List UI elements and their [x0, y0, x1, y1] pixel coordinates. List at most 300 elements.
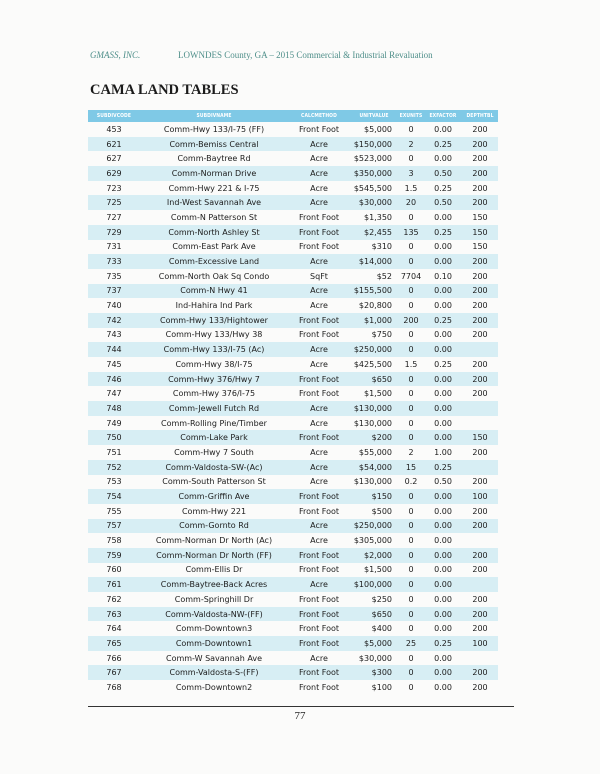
cell-calcmethod: Acre — [288, 533, 350, 548]
cell-exunits: 0.2 — [398, 475, 424, 490]
cell-subdivcode: 727 — [88, 210, 140, 225]
cell-calcmethod: Acre — [288, 577, 350, 592]
cell-exfactor: 0.00 — [424, 430, 462, 445]
cell-calcmethod: Front Foot — [288, 636, 350, 651]
cell-depthtbl: 200 — [462, 665, 498, 680]
cell-exfactor: 0.00 — [424, 621, 462, 636]
cell-subdivcode: 745 — [88, 357, 140, 372]
cell-calcmethod: Acre — [288, 357, 350, 372]
cell-exfactor: 0.50 — [424, 166, 462, 181]
cell-exunits: 200 — [398, 313, 424, 328]
cell-exunits: 0 — [398, 577, 424, 592]
cell-exunits: 0 — [398, 254, 424, 269]
table-row — [88, 445, 498, 460]
table-row — [88, 401, 498, 416]
cell-subdivname: Comm-Bemiss Central — [140, 137, 288, 152]
cell-subdivcode: 729 — [88, 225, 140, 240]
cell-depthtbl — [462, 342, 498, 357]
page-number: 77 — [294, 710, 306, 722]
cell-depthtbl: 200 — [462, 504, 498, 519]
table-row — [88, 225, 498, 240]
cell-calcmethod: Front Foot — [288, 592, 350, 607]
cell-exunits: 1.5 — [398, 181, 424, 196]
cell-depthtbl: 100 — [462, 489, 498, 504]
cell-exfactor: 0.00 — [424, 519, 462, 534]
cell-unitvalue: $1,500 — [350, 563, 398, 578]
column-header-exfactor: EXFACTOR — [424, 110, 462, 122]
cell-exunits: 0 — [398, 430, 424, 445]
cell-unitvalue: $1,350 — [350, 210, 398, 225]
cell-exfactor: 0.25 — [424, 137, 462, 152]
cell-depthtbl: 200 — [462, 195, 498, 210]
column-header-calcmethod: CALCMETHOD — [288, 110, 350, 122]
cell-calcmethod: Acre — [288, 651, 350, 666]
cell-exunits: 0 — [398, 519, 424, 534]
table-row — [88, 357, 498, 372]
cell-exunits: 0 — [398, 607, 424, 622]
cell-exunits: 0 — [398, 284, 424, 299]
table-row — [88, 151, 498, 166]
cell-exunits: 0 — [398, 386, 424, 401]
cell-exfactor: 0.00 — [424, 151, 462, 166]
cell-subdivcode: 737 — [88, 284, 140, 299]
column-header-exunits: EXUNITS — [398, 110, 424, 122]
table-row — [88, 328, 498, 343]
cell-subdivcode: 453 — [88, 122, 140, 137]
cell-unitvalue: $150 — [350, 489, 398, 504]
cell-calcmethod: Front Foot — [288, 313, 350, 328]
table-row — [88, 284, 498, 299]
cell-exunits: 135 — [398, 225, 424, 240]
cell-unitvalue: $130,000 — [350, 416, 398, 431]
cell-exfactor: 0.00 — [424, 548, 462, 563]
cell-subdivcode: 744 — [88, 342, 140, 357]
cell-unitvalue: $14,000 — [350, 254, 398, 269]
cell-calcmethod: Acre — [288, 342, 350, 357]
cell-depthtbl: 200 — [462, 386, 498, 401]
cell-unitvalue: $20,800 — [350, 298, 398, 313]
cell-calcmethod: Front Foot — [288, 563, 350, 578]
cell-subdivname: Comm-N Patterson St — [140, 210, 288, 225]
cell-depthtbl: 150 — [462, 430, 498, 445]
cell-subdivname: Comm-Baytree Rd — [140, 151, 288, 166]
cell-calcmethod: Acre — [288, 416, 350, 431]
table-row — [88, 621, 498, 636]
table-row — [88, 254, 498, 269]
cell-exunits: 0 — [398, 416, 424, 431]
cell-subdivname: Comm-Springhill Dr — [140, 592, 288, 607]
cell-depthtbl: 200 — [462, 563, 498, 578]
cell-depthtbl — [462, 651, 498, 666]
cell-subdivcode: 723 — [88, 181, 140, 196]
cell-depthtbl: 200 — [462, 254, 498, 269]
cell-exunits: 2 — [398, 137, 424, 152]
cell-unitvalue: $750 — [350, 328, 398, 343]
table-row — [88, 577, 498, 592]
cell-exfactor: 0.00 — [424, 401, 462, 416]
table-row — [88, 548, 498, 563]
cell-unitvalue: $305,000 — [350, 533, 398, 548]
cell-subdivname: Comm-Hwy 376/I-75 — [140, 386, 288, 401]
cell-unitvalue: $1,000 — [350, 313, 398, 328]
table-row — [88, 342, 498, 357]
cell-calcmethod: Front Foot — [288, 240, 350, 255]
cell-calcmethod: Front Foot — [288, 548, 350, 563]
cell-exfactor: 0.00 — [424, 372, 462, 387]
cell-exfactor: 0.00 — [424, 298, 462, 313]
cell-exfactor: 0.50 — [424, 475, 462, 490]
cell-exunits: 0 — [398, 504, 424, 519]
cell-calcmethod: Acre — [288, 254, 350, 269]
column-header-depthtbl: DEPTHTBL — [462, 110, 498, 122]
cell-subdivcode: 751 — [88, 445, 140, 460]
cell-calcmethod: Front Foot — [288, 386, 350, 401]
table-row — [88, 372, 498, 387]
cell-subdivname: Comm-North Ashley St — [140, 225, 288, 240]
cell-exfactor: 0.00 — [424, 122, 462, 137]
cell-calcmethod: Acre — [288, 166, 350, 181]
cell-exunits: 0 — [398, 592, 424, 607]
cell-exunits: 0 — [398, 210, 424, 225]
cell-subdivcode: 750 — [88, 430, 140, 445]
column-header-unitvalue: UNITVALUE — [350, 110, 398, 122]
cell-subdivname: Comm-Ellis Dr — [140, 563, 288, 578]
cell-exfactor: 0.25 — [424, 225, 462, 240]
cell-subdivname: Comm-Lake Park — [140, 430, 288, 445]
cell-exfactor: 0.00 — [424, 284, 462, 299]
cell-depthtbl — [462, 416, 498, 431]
cell-subdivcode: 765 — [88, 636, 140, 651]
cell-subdivcode: 752 — [88, 460, 140, 475]
column-header-subdivname: SUBDIVNAME — [140, 110, 288, 122]
cell-depthtbl: 200 — [462, 298, 498, 313]
table-row — [88, 504, 498, 519]
cell-exunits: 0 — [398, 372, 424, 387]
table-row — [88, 166, 498, 181]
cell-subdivname: Ind-Hahira Ind Park — [140, 298, 288, 313]
running-header — [90, 50, 530, 64]
cell-exunits: 0 — [398, 151, 424, 166]
cell-depthtbl: 200 — [462, 621, 498, 636]
cell-subdivcode: 760 — [88, 563, 140, 578]
cell-subdivname: Comm-W Savannah Ave — [140, 651, 288, 666]
cell-subdivname: Comm-Hwy 133/I-75 (FF) — [140, 122, 288, 137]
cell-exfactor: 0.00 — [424, 504, 462, 519]
cell-subdivcode: 768 — [88, 680, 140, 695]
cell-calcmethod: Front Foot — [288, 122, 350, 137]
cell-depthtbl: 200 — [462, 313, 498, 328]
cell-subdivname: Comm-Hwy 38/I-75 — [140, 357, 288, 372]
cell-subdivname: Comm-Valdosta-NW-(FF) — [140, 607, 288, 622]
cell-depthtbl — [462, 577, 498, 592]
cell-calcmethod: Acre — [288, 460, 350, 475]
cell-subdivcode: 755 — [88, 504, 140, 519]
cell-subdivname: Comm-South Patterson St — [140, 475, 288, 490]
cell-subdivname: Comm-Rolling Pine/Timber — [140, 416, 288, 431]
table-row — [88, 181, 498, 196]
cell-calcmethod: Front Foot — [288, 430, 350, 445]
cell-calcmethod: Front Foot — [288, 680, 350, 695]
cell-exfactor: 0.00 — [424, 386, 462, 401]
table-row — [88, 519, 498, 534]
cell-subdivcode: 757 — [88, 519, 140, 534]
cell-subdivname: Comm-Valdosta-SW-(Ac) — [140, 460, 288, 475]
cell-subdivcode: 733 — [88, 254, 140, 269]
table-row — [88, 533, 498, 548]
cell-subdivcode: 767 — [88, 665, 140, 680]
cell-calcmethod: Acre — [288, 284, 350, 299]
cell-calcmethod: Front Foot — [288, 225, 350, 240]
cell-subdivcode: 740 — [88, 298, 140, 313]
cell-subdivname: Comm-North Oak Sq Condo — [140, 269, 288, 284]
cell-depthtbl: 200 — [462, 166, 498, 181]
cell-depthtbl: 200 — [462, 122, 498, 137]
cell-unitvalue: $350,000 — [350, 166, 398, 181]
cell-depthtbl — [462, 401, 498, 416]
cell-depthtbl: 200 — [462, 137, 498, 152]
cell-subdivname: Comm-Valdosta-S-(FF) — [140, 665, 288, 680]
cell-unitvalue: $250,000 — [350, 519, 398, 534]
cell-depthtbl: 200 — [462, 372, 498, 387]
table-row — [88, 137, 498, 152]
cell-exunits: 0 — [398, 548, 424, 563]
cell-exfactor: 0.00 — [424, 416, 462, 431]
cell-exunits: 0 — [398, 298, 424, 313]
cell-subdivname: Comm-Downtown3 — [140, 621, 288, 636]
cell-subdivname: Comm-Downtown2 — [140, 680, 288, 695]
cell-exfactor: 0.50 — [424, 195, 462, 210]
cell-calcmethod: Acre — [288, 181, 350, 196]
cell-exunits: 20 — [398, 195, 424, 210]
cell-subdivcode: 725 — [88, 195, 140, 210]
cell-depthtbl: 200 — [462, 548, 498, 563]
cell-unitvalue: $1,500 — [350, 386, 398, 401]
cell-exfactor: 0.00 — [424, 254, 462, 269]
cell-subdivcode: 759 — [88, 548, 140, 563]
cell-unitvalue: $500 — [350, 504, 398, 519]
table-row — [88, 636, 498, 651]
table-row — [88, 607, 498, 622]
cell-exunits: 0 — [398, 342, 424, 357]
table-row — [88, 298, 498, 313]
table-row — [88, 122, 498, 137]
cell-unitvalue: $650 — [350, 607, 398, 622]
cell-depthtbl: 200 — [462, 445, 498, 460]
cell-subdivname: Comm-Hwy 133/Hightower — [140, 313, 288, 328]
cell-exfactor: 0.00 — [424, 342, 462, 357]
cell-calcmethod: Front Foot — [288, 210, 350, 225]
cell-exunits: 7704 — [398, 269, 424, 284]
cell-subdivname: Comm-East Park Ave — [140, 240, 288, 255]
table-row — [88, 195, 498, 210]
cell-exunits: 0 — [398, 489, 424, 504]
cell-calcmethod: Acre — [288, 195, 350, 210]
cell-calcmethod: Front Foot — [288, 665, 350, 680]
cell-depthtbl — [462, 533, 498, 548]
cell-exfactor: 0.00 — [424, 651, 462, 666]
land-table — [88, 110, 498, 695]
cell-exfactor: 0.00 — [424, 607, 462, 622]
cell-depthtbl: 150 — [462, 210, 498, 225]
cell-depthtbl: 200 — [462, 151, 498, 166]
cell-unitvalue: $250,000 — [350, 342, 398, 357]
cell-exunits: 2 — [398, 445, 424, 460]
cell-subdivname: Comm-Hwy 7 South — [140, 445, 288, 460]
cell-exfactor: 0.00 — [424, 489, 462, 504]
cell-depthtbl: 200 — [462, 284, 498, 299]
table-row — [88, 665, 498, 680]
table-row — [88, 240, 498, 255]
cell-depthtbl — [462, 460, 498, 475]
cell-subdivcode: 753 — [88, 475, 140, 490]
table-header — [88, 110, 498, 122]
cell-subdivname: Comm-Griffin Ave — [140, 489, 288, 504]
cell-subdivcode: 621 — [88, 137, 140, 152]
cell-exunits: 1.5 — [398, 357, 424, 372]
table-row — [88, 210, 498, 225]
cell-subdivname: Comm-Baytree-Back Acres — [140, 577, 288, 592]
cell-exfactor: 0.00 — [424, 577, 462, 592]
footer-rule — [88, 706, 514, 707]
cell-unitvalue: $52 — [350, 269, 398, 284]
cell-unitvalue: $130,000 — [350, 401, 398, 416]
cell-calcmethod: Acre — [288, 137, 350, 152]
cell-calcmethod: Acre — [288, 298, 350, 313]
cell-depthtbl: 200 — [462, 519, 498, 534]
cell-subdivname: Ind-West Savannah Ave — [140, 195, 288, 210]
cell-unitvalue: $150,000 — [350, 137, 398, 152]
cell-subdivcode: 749 — [88, 416, 140, 431]
cell-exfactor: 0.00 — [424, 680, 462, 695]
cell-exfactor: 0.25 — [424, 460, 462, 475]
company-name: GMASS, INC. — [90, 50, 141, 60]
cell-exfactor: 0.00 — [424, 665, 462, 680]
cell-unitvalue: $30,000 — [350, 651, 398, 666]
cell-exfactor: 0.00 — [424, 240, 462, 255]
cell-exunits: 0 — [398, 665, 424, 680]
table-row — [88, 430, 498, 445]
table-row — [88, 386, 498, 401]
cell-exfactor: 0.00 — [424, 533, 462, 548]
column-header-subdivcode: SUBDIVCODE — [88, 110, 140, 122]
cell-unitvalue: $2,455 — [350, 225, 398, 240]
cell-subdivcode: 746 — [88, 372, 140, 387]
cell-unitvalue: $5,000 — [350, 122, 398, 137]
cell-subdivname: Comm-Hwy 221 & I-75 — [140, 181, 288, 196]
cell-exunits: 0 — [398, 563, 424, 578]
table-row — [88, 592, 498, 607]
cell-depthtbl: 200 — [462, 475, 498, 490]
cell-unitvalue: $650 — [350, 372, 398, 387]
cell-exunits: 15 — [398, 460, 424, 475]
cell-exfactor: 0.10 — [424, 269, 462, 284]
cell-calcmethod: Acre — [288, 445, 350, 460]
table-row — [88, 313, 498, 328]
cell-subdivcode: 742 — [88, 313, 140, 328]
cell-unitvalue: $310 — [350, 240, 398, 255]
cell-exunits: 0 — [398, 328, 424, 343]
cell-unitvalue: $130,000 — [350, 475, 398, 490]
table-row — [88, 416, 498, 431]
cell-subdivname: Comm-Norman Dr North (Ac) — [140, 533, 288, 548]
cell-depthtbl: 200 — [462, 607, 498, 622]
cell-unitvalue: $545,500 — [350, 181, 398, 196]
cell-depthtbl: 200 — [462, 269, 498, 284]
cell-exfactor: 0.25 — [424, 636, 462, 651]
cell-subdivcode: 747 — [88, 386, 140, 401]
cell-subdivname: Comm-Jewell Futch Rd — [140, 401, 288, 416]
cell-depthtbl: 150 — [462, 225, 498, 240]
cell-depthtbl: 200 — [462, 181, 498, 196]
cell-subdivcode: 762 — [88, 592, 140, 607]
table-row — [88, 680, 498, 695]
table-row — [88, 475, 498, 490]
cell-subdivname: Comm-Hwy 376/Hwy 7 — [140, 372, 288, 387]
cell-subdivcode: 754 — [88, 489, 140, 504]
cell-unitvalue: $250 — [350, 592, 398, 607]
cell-exunits: 0 — [398, 621, 424, 636]
cell-exunits: 0 — [398, 533, 424, 548]
table-row — [88, 563, 498, 578]
cell-calcmethod: SqFt — [288, 269, 350, 284]
cell-calcmethod: Acre — [288, 401, 350, 416]
cell-unitvalue: $55,000 — [350, 445, 398, 460]
cell-exunits: 0 — [398, 651, 424, 666]
cell-depthtbl: 200 — [462, 592, 498, 607]
page-title: CAMA LAND TABLES — [90, 82, 239, 98]
cell-unitvalue: $400 — [350, 621, 398, 636]
table-row — [88, 460, 498, 475]
cell-calcmethod: Front Foot — [288, 504, 350, 519]
cell-exfactor: 0.00 — [424, 592, 462, 607]
cell-subdivcode: 629 — [88, 166, 140, 181]
cell-subdivname: Comm-Downtown1 — [140, 636, 288, 651]
cell-calcmethod: Front Foot — [288, 328, 350, 343]
cell-exfactor: 0.25 — [424, 357, 462, 372]
cell-unitvalue: $200 — [350, 430, 398, 445]
table-row — [88, 489, 498, 504]
cell-subdivcode: 731 — [88, 240, 140, 255]
cell-subdivcode: 758 — [88, 533, 140, 548]
cell-unitvalue: $100,000 — [350, 577, 398, 592]
cell-exfactor: 0.00 — [424, 210, 462, 225]
cell-subdivcode: 735 — [88, 269, 140, 284]
cell-depthtbl: 200 — [462, 357, 498, 372]
cell-exunits: 25 — [398, 636, 424, 651]
cell-unitvalue: $30,000 — [350, 195, 398, 210]
cell-depthtbl: 200 — [462, 328, 498, 343]
cell-unitvalue: $523,000 — [350, 151, 398, 166]
cell-subdivcode: 763 — [88, 607, 140, 622]
cell-exfactor: 0.25 — [424, 181, 462, 196]
cell-unitvalue: $2,000 — [350, 548, 398, 563]
document-title: LOWNDES County, GA – 2015 Commercial & Industrial Revaluation — [178, 50, 433, 60]
cell-calcmethod: Acre — [288, 475, 350, 490]
cell-calcmethod: Front Foot — [288, 607, 350, 622]
table-row — [88, 651, 498, 666]
cell-calcmethod: Acre — [288, 151, 350, 166]
cell-calcmethod: Acre — [288, 519, 350, 534]
cell-depthtbl: 200 — [462, 680, 498, 695]
cell-exunits: 0 — [398, 122, 424, 137]
cell-unitvalue: $155,500 — [350, 284, 398, 299]
cell-calcmethod: Front Foot — [288, 621, 350, 636]
cell-subdivcode: 627 — [88, 151, 140, 166]
cell-unitvalue: $100 — [350, 680, 398, 695]
cell-subdivname: Comm-Norman Drive — [140, 166, 288, 181]
cell-exunits: 0 — [398, 680, 424, 695]
cell-unitvalue: $5,000 — [350, 636, 398, 651]
